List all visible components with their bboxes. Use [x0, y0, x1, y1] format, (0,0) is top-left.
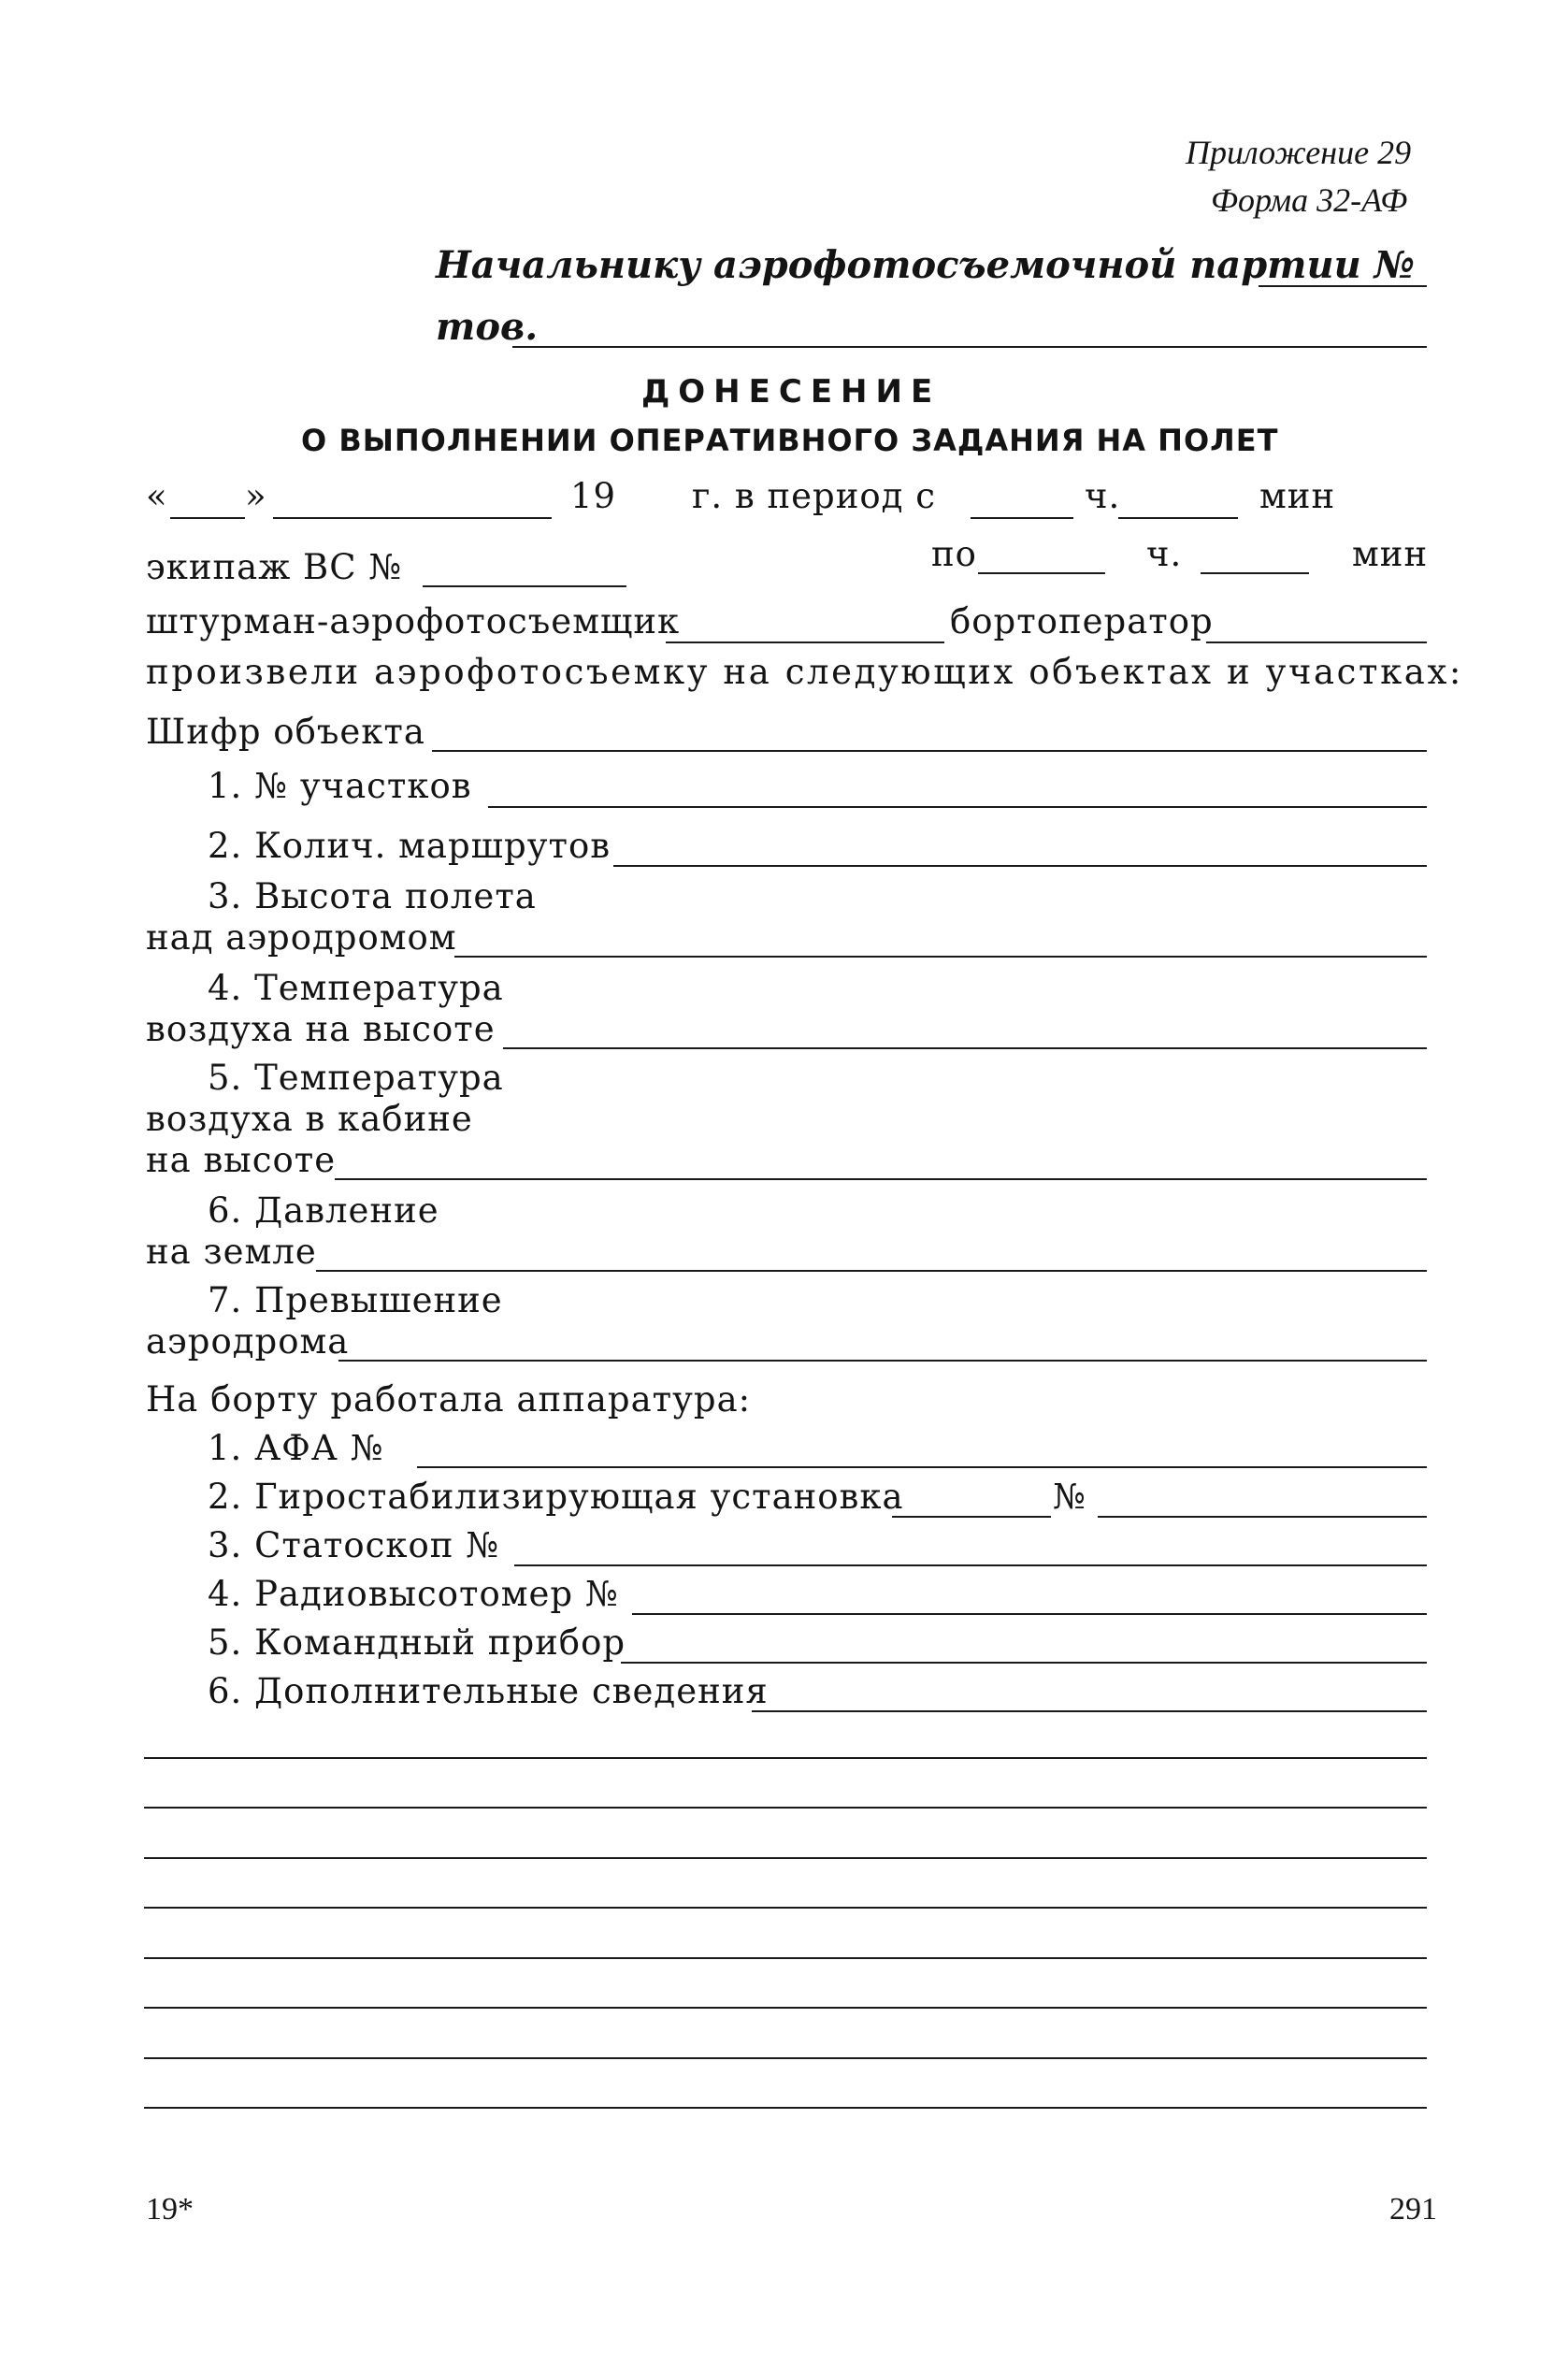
item-altitude-field[interactable]: [454, 956, 1427, 958]
blank-line[interactable]: [144, 2107, 1427, 2109]
item-elevation-label: 7. Превышение: [208, 1280, 503, 1320]
equipment-statoscope-label: 3. Статоскоп №: [208, 1525, 500, 1565]
aircraft-label: экипаж ВС №: [146, 547, 403, 587]
equipment-afa-field[interactable]: [417, 1466, 1427, 1468]
equipment-gyro-number-label: №: [1053, 1477, 1087, 1517]
party-number-field[interactable]: [1259, 285, 1427, 287]
operator-label: бортоператор: [950, 601, 1214, 641]
comrade-name-field[interactable]: [512, 346, 1427, 348]
item-sections-label: 1. № участков: [208, 766, 472, 806]
period-from-label: г. в период с: [692, 476, 936, 516]
blank-line[interactable]: [144, 1757, 1427, 1759]
open-quote: «: [146, 476, 168, 516]
item-air-temp-label: 4. Температура: [208, 968, 504, 1008]
item-air-temp-field[interactable]: [503, 1047, 1427, 1049]
equipment-heading: На борту работала аппаратура:: [146, 1379, 752, 1420]
from-hours-field[interactable]: [971, 517, 1073, 519]
equipment-gyro-label: 2. Гиростабилизирующая установка: [208, 1477, 904, 1517]
document-title: ДОНЕСЕНИЕ: [641, 373, 942, 411]
day-field[interactable]: [170, 517, 245, 519]
equipment-command-device-label: 5. Командный прибор: [208, 1622, 626, 1663]
item-routes-field[interactable]: [613, 865, 1427, 867]
item-sections-field[interactable]: [488, 806, 1427, 808]
equipment-command-device-field[interactable]: [621, 1662, 1427, 1664]
item-pressure-label-2: на земле: [146, 1232, 317, 1272]
month-field[interactable]: [273, 517, 552, 519]
item-routes-label: 2. Колич. маршрутов: [208, 826, 611, 866]
from-minutes-field[interactable]: [1118, 517, 1238, 519]
page-number: 291: [1389, 2192, 1437, 2227]
period-to-label: по: [931, 534, 977, 574]
blank-line[interactable]: [144, 1857, 1427, 1859]
form-label: Форма 32-АФ: [1211, 181, 1408, 219]
signature-mark: 19*: [146, 2192, 194, 2227]
item-altitude-label-2: над аэродромом: [146, 917, 457, 958]
equipment-gyro-number-field[interactable]: [1098, 1516, 1427, 1518]
equipment-additional-field[interactable]: [752, 1710, 1427, 1712]
object-cipher-label: Шифр объекта: [146, 712, 425, 752]
operator-field[interactable]: [1206, 641, 1427, 643]
hours-label-2: ч.: [1146, 534, 1183, 574]
item-pressure-field[interactable]: [316, 1270, 1427, 1272]
blank-line[interactable]: [144, 2007, 1427, 2009]
item-cabin-temp-label-3: на высоте: [146, 1140, 337, 1180]
equipment-additional-label: 6. Дополнительные сведения: [208, 1671, 769, 1711]
item-cabin-temp-label-2: воздуха в кабине: [146, 1099, 473, 1139]
equipment-radio-altimeter-label: 4. Радиовысотомер №: [208, 1574, 619, 1614]
crew-intro-text: произвели аэрофотосъемку на следующих объектах и участках:: [146, 652, 1463, 692]
appendix-label: Приложение 29: [1186, 134, 1412, 171]
equipment-afa-label: 1. АФА №: [208, 1428, 384, 1468]
equipment-gyro-field[interactable]: [892, 1516, 1051, 1518]
blank-line[interactable]: [144, 1957, 1427, 1959]
navigator-label: штурман-аэрофотосъемщик: [146, 601, 681, 641]
to-hours-field[interactable]: [978, 572, 1105, 574]
item-elevation-label-2: аэродрома: [146, 1321, 350, 1362]
item-air-temp-label-2: воздуха на высоте: [146, 1009, 496, 1049]
document-subtitle: О ВЫПОЛНЕНИИ ОПЕРАТИВНОГО ЗАДАНИЯ НА ПОЛЕТ: [301, 423, 1279, 458]
close-quote: »: [245, 476, 267, 516]
item-cabin-temp-label: 5. Температура: [208, 1058, 504, 1098]
blank-line[interactable]: [144, 2057, 1427, 2059]
hours-label: ч.: [1085, 476, 1121, 516]
object-cipher-field[interactable]: [432, 750, 1427, 752]
item-altitude-label: 3. Высота полета: [208, 876, 537, 916]
comrade-label: тов.: [436, 305, 539, 349]
equipment-statoscope-field[interactable]: [514, 1564, 1427, 1566]
equipment-radio-altimeter-field[interactable]: [632, 1613, 1427, 1615]
navigator-field[interactable]: [666, 641, 944, 643]
item-elevation-field[interactable]: [338, 1360, 1427, 1362]
minutes-label: мин: [1259, 476, 1336, 516]
addressee-label: Начальнику аэрофотосъемочной партии №: [436, 243, 1416, 287]
to-minutes-field[interactable]: [1201, 572, 1309, 574]
minutes-label-2: мин: [1352, 534, 1429, 574]
year-label: 19: [570, 476, 617, 516]
item-pressure-label: 6. Давление: [208, 1190, 439, 1231]
aircraft-number-field[interactable]: [423, 585, 626, 587]
blank-line[interactable]: [144, 1807, 1427, 1809]
blank-line[interactable]: [144, 1907, 1427, 1909]
item-cabin-temp-field[interactable]: [335, 1178, 1427, 1180]
